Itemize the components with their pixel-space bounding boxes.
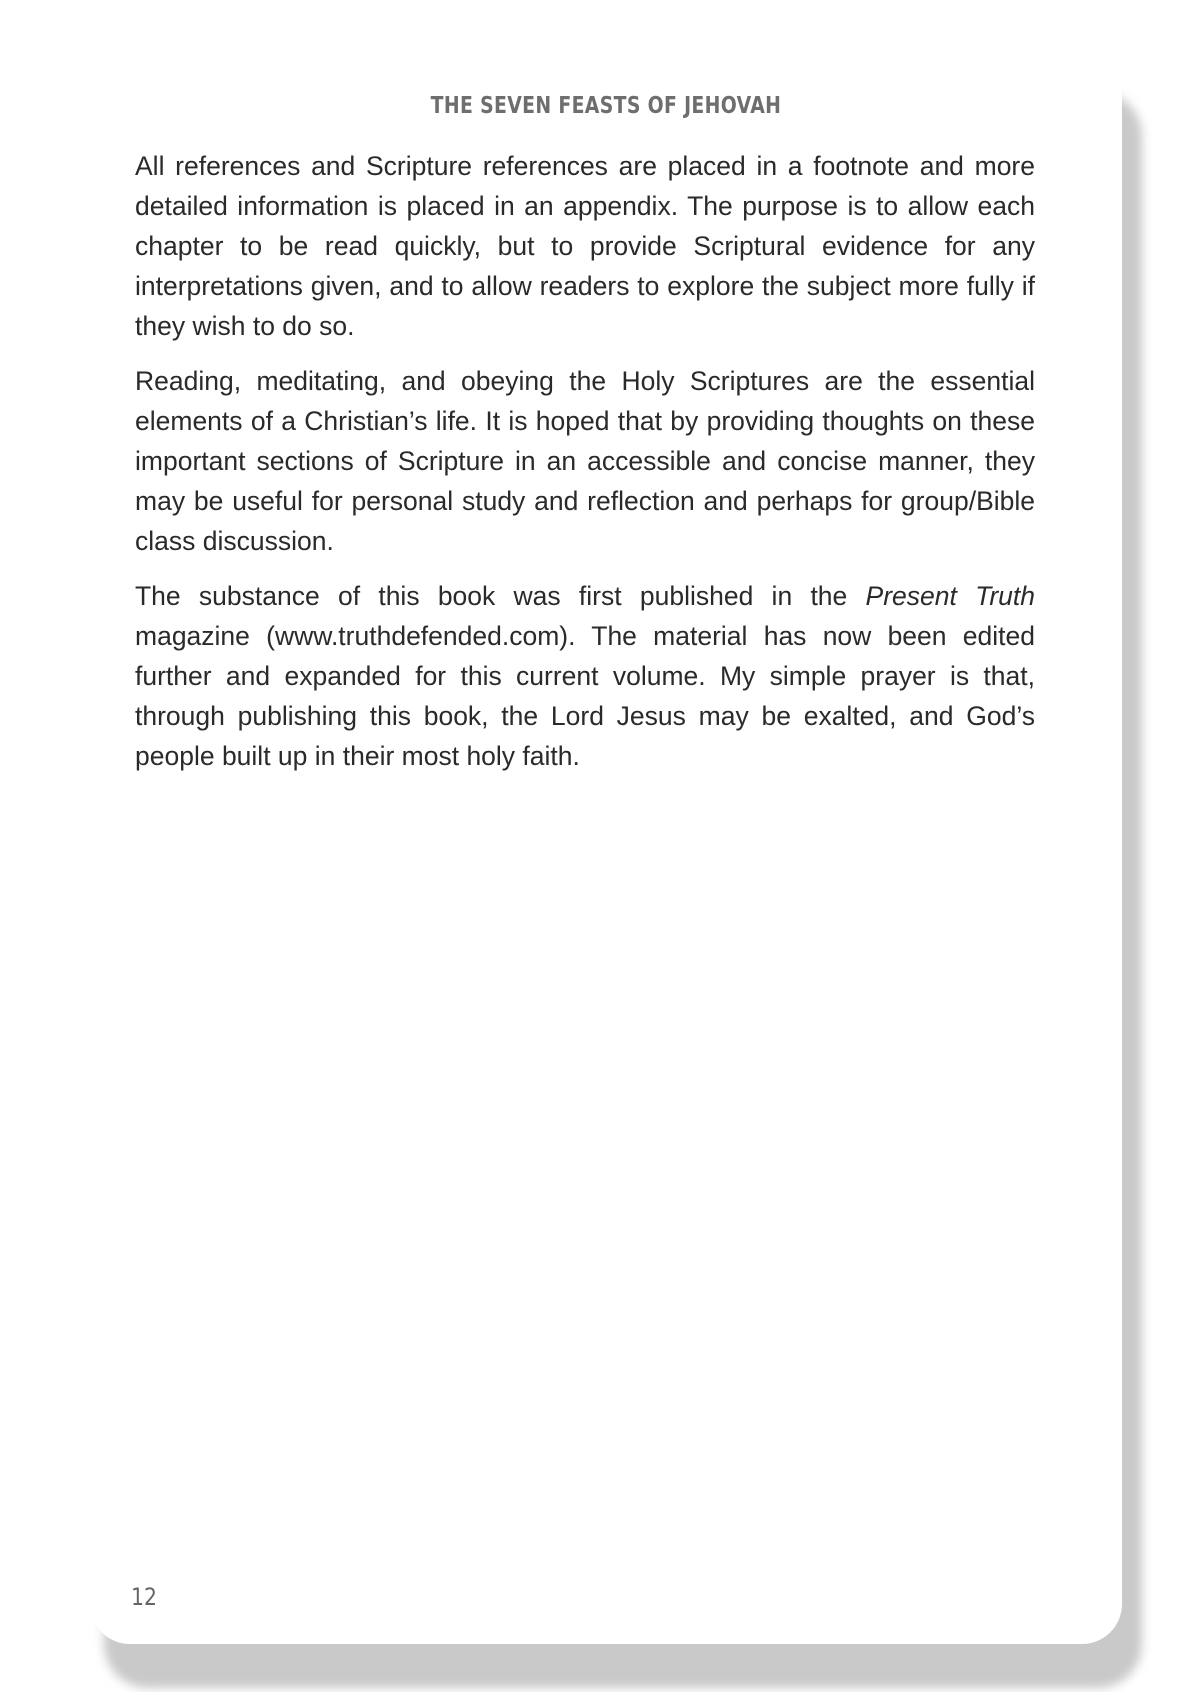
- page-body: [135, 146, 1035, 791]
- book-page: [90, 60, 1122, 1644]
- running-header: THE SEVEN FEASTS OF JEHOVAH: [430, 93, 782, 119]
- publication-title: Present Truth: [865, 581, 1035, 611]
- paragraph-substance-end: magazine (www.truthdefended.com). The material has now been edited further and expanded for this current volume. My simple prayer is that, through publishing this book, the Lord Jesus may be exalted, and God’s people built up in their most holy faith.: [135, 621, 1035, 771]
- paragraph-references: All references and Scripture references are placed in a footnote and more detailed information is placed in an appendix. The purpose is to allow each chapter to be read quickly, but to provide Scriptural evidence for any interpretations given, and to allow readers to explore the subject more fully if they wish to do so.: [135, 151, 1035, 341]
- paragraph-substance: [135, 576, 1035, 776]
- page-number: 12: [131, 1583, 157, 1611]
- paragraph-substance-start: The substance of this book was first published in the: [135, 581, 866, 611]
- paragraph-reading: Reading, meditating, and obeying the Holy Scriptures are the essential elements of a Christian’s life. It is hoped that by providing thoughts on these important sections of Scripture in an accessible and concise manner, they may be useful for personal study and reflection and perhaps for group/Bible class discussion.: [135, 366, 1035, 556]
